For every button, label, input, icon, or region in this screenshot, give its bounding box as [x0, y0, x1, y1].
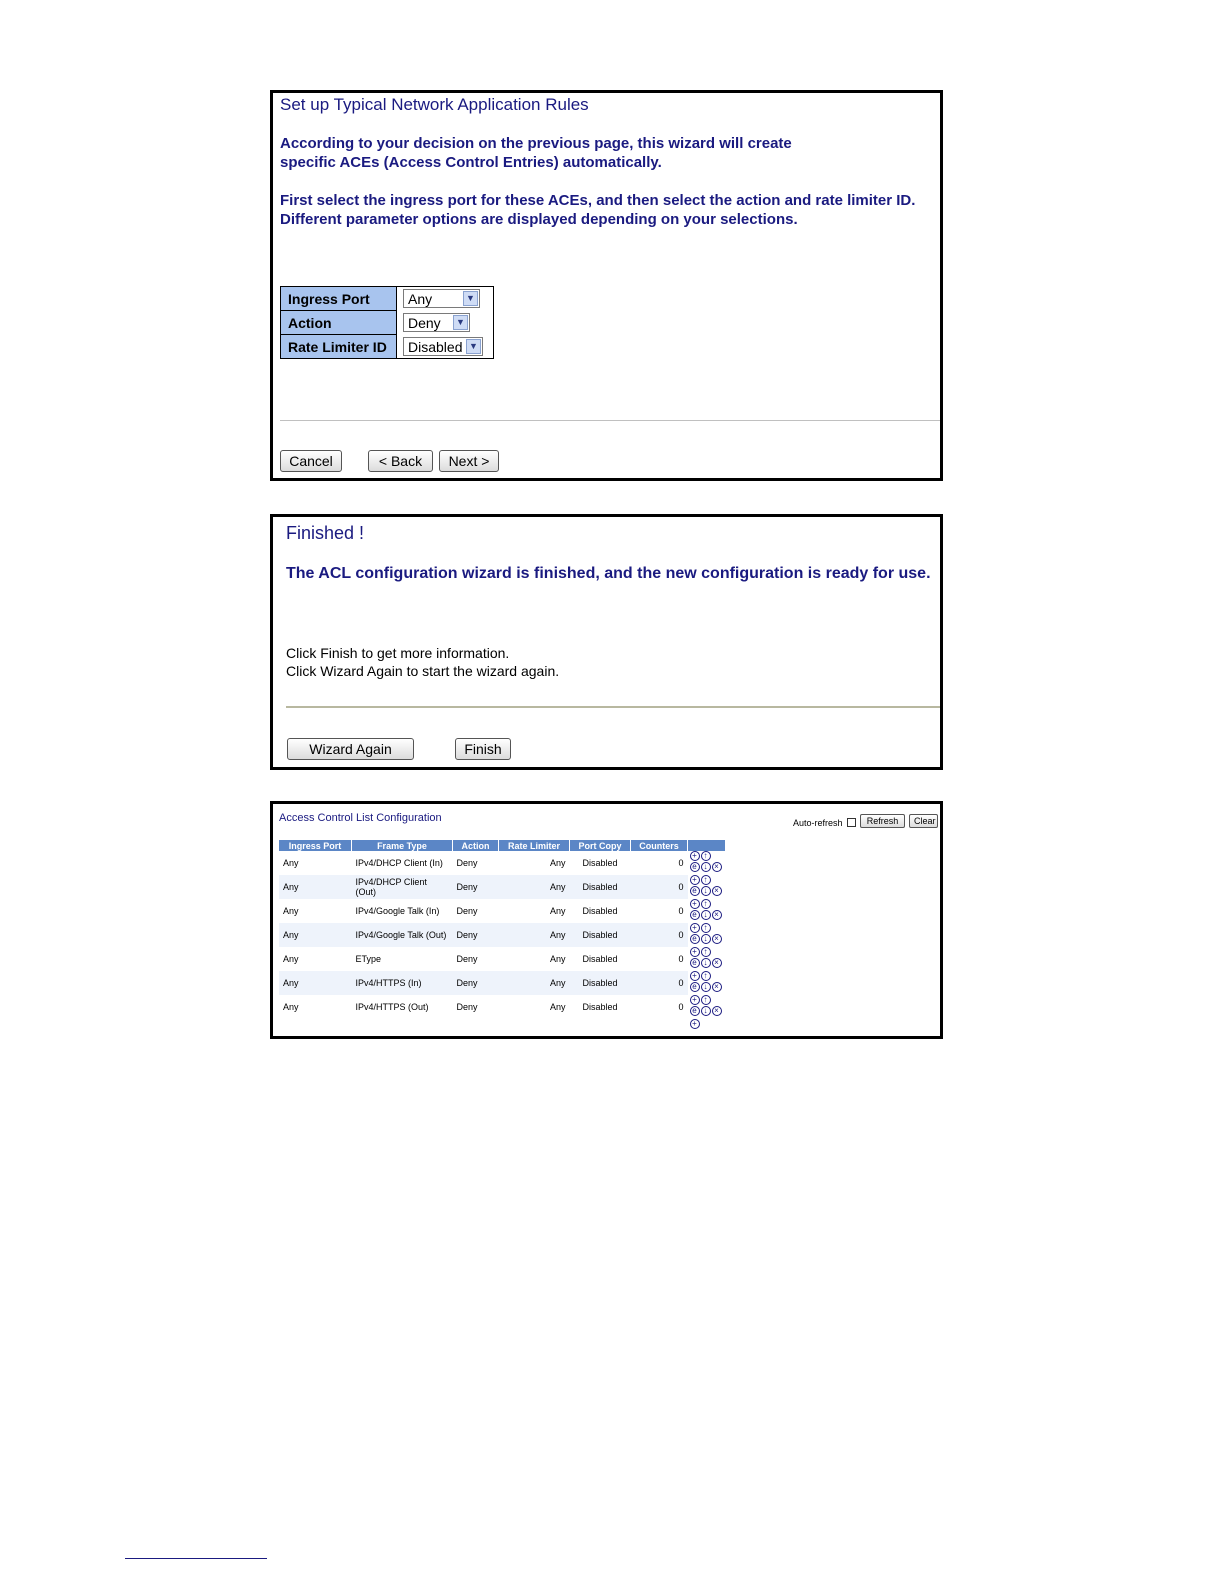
wizard-instructions-line2: Different parameter options are displayed depending on your selections.	[280, 211, 798, 228]
col-frame-type: Frame Type	[352, 840, 453, 851]
move-down-icon[interactable]: ↓	[701, 1006, 711, 1016]
cell-action: Deny	[456, 858, 478, 868]
ingress-port-value: Any	[408, 291, 433, 308]
footnote-rule	[125, 1558, 267, 1559]
cell-port-copy: Disabled	[582, 858, 618, 868]
wizard-title: Set up Typical Network Application Rules	[280, 95, 589, 114]
col-action: Action	[453, 840, 499, 851]
cell-ingress-port: Any	[283, 858, 299, 868]
action-label: Action	[281, 311, 397, 335]
finish-button[interactable]: Finish	[455, 738, 511, 760]
wizard-instructions	[280, 191, 915, 229]
action-select[interactable]	[403, 313, 470, 332]
cell-rate-limiter: Any	[499, 923, 570, 947]
back-button[interactable]: < Back	[368, 450, 433, 472]
edit-icon[interactable]: e	[690, 958, 700, 968]
move-down-icon[interactable]: ↓	[701, 886, 711, 896]
move-down-icon[interactable]: ↓	[701, 958, 711, 968]
delete-icon[interactable]: ×	[712, 886, 722, 896]
move-up-icon[interactable]: ↑	[701, 971, 711, 981]
edit-icon[interactable]: e	[690, 1006, 700, 1016]
delete-icon[interactable]: ×	[712, 1006, 722, 1016]
cell-port-copy: Disabled	[582, 906, 618, 916]
wizard-again-info-line: Click Wizard Again to start the wizard again.	[286, 663, 560, 679]
delete-icon[interactable]: ×	[712, 862, 722, 872]
table-row	[279, 875, 726, 899]
col-counters: Counters	[631, 840, 688, 851]
cell-rate-limiter: Any	[549, 906, 566, 916]
row-actions	[690, 971, 726, 995]
insert-icon[interactable]: +	[690, 851, 700, 861]
cell-action: Deny	[453, 971, 499, 995]
cell-counters: 0	[631, 923, 688, 947]
wizard-panel	[270, 90, 943, 481]
cell-ingress-port: Any	[283, 1002, 299, 1012]
move-up-icon[interactable]: ↑	[701, 995, 711, 1005]
edit-icon[interactable]: e	[690, 862, 700, 872]
cell-frame-type: IPv4/Google Talk (In)	[355, 906, 440, 916]
wizard-intro-line2: specific ACEs (Access Control Entries) automatically.	[280, 154, 662, 171]
cell-frame-type: IPv4/DHCP Client (In)	[355, 858, 443, 868]
cancel-button[interactable]: Cancel	[280, 450, 342, 472]
wizard-intro-line1: According to your decision on the previous page, this wizard will create	[280, 135, 792, 152]
cell-counters: 0	[678, 1002, 684, 1012]
cell-action: Deny	[456, 906, 478, 916]
col-actions	[688, 840, 726, 851]
col-rate-limiter: Rate Limiter	[499, 840, 570, 851]
wizard-intro	[280, 134, 792, 172]
table-row	[279, 851, 726, 875]
cell-rate-limiter: Any	[549, 858, 566, 868]
cell-rate-limiter: Any	[499, 875, 570, 899]
cell-port-copy: Disabled	[570, 971, 631, 995]
cell-port-copy: Disabled	[570, 875, 631, 899]
wizard-form	[280, 286, 494, 359]
delete-icon[interactable]: ×	[712, 934, 722, 944]
cell-rate-limiter: Any	[549, 1002, 566, 1012]
auto-refresh-checkbox[interactable]	[847, 818, 856, 827]
cell-ingress-port: Any	[283, 906, 299, 916]
rate-limiter-label: Rate Limiter ID	[281, 335, 397, 359]
row-actions	[690, 899, 726, 923]
table-row	[279, 971, 726, 995]
edit-icon[interactable]: e	[690, 910, 700, 920]
cell-action: Deny	[456, 1002, 478, 1012]
acl-title: Access Control List Configuration	[279, 812, 442, 824]
move-up-icon[interactable]: ↑	[701, 923, 711, 933]
delete-icon[interactable]: ×	[712, 910, 722, 920]
ingress-port-select[interactable]	[403, 289, 480, 308]
cell-port-copy: Disabled	[582, 954, 618, 964]
insert-icon[interactable]: +	[690, 971, 700, 981]
move-down-icon[interactable]: ↓	[701, 934, 711, 944]
cell-ingress-port: Any	[279, 875, 352, 899]
move-up-icon[interactable]: ↑	[701, 851, 711, 861]
edit-icon[interactable]: e	[690, 886, 700, 896]
clear-button[interactable]: Clear	[909, 814, 938, 828]
cell-counters: 0	[678, 906, 684, 916]
divider	[286, 706, 940, 708]
chevron-down-icon: ▼	[463, 291, 478, 306]
table-row	[279, 995, 726, 1019]
insert-icon[interactable]: +	[690, 899, 700, 909]
cell-counters: 0	[678, 858, 684, 868]
insert-icon[interactable]: +	[690, 875, 700, 885]
cell-ingress-port: Any	[283, 954, 299, 964]
move-down-icon[interactable]: ↓	[701, 982, 711, 992]
add-icon[interactable]: +	[690, 1019, 700, 1029]
divider	[280, 420, 940, 421]
edit-icon[interactable]: e	[690, 982, 700, 992]
rate-limiter-select[interactable]	[403, 337, 483, 356]
move-down-icon[interactable]: ↓	[701, 862, 711, 872]
cell-counters: 0	[631, 971, 688, 995]
add-row	[279, 1019, 726, 1031]
finished-title: Finished !	[286, 523, 365, 543]
edit-icon[interactable]: e	[690, 934, 700, 944]
col-ingress-port: Ingress Port	[279, 840, 352, 851]
table-row	[279, 923, 726, 947]
row-actions	[690, 875, 726, 899]
move-up-icon[interactable]: ↑	[701, 875, 711, 885]
cell-frame-type: IPv4/HTTPS (In)	[352, 971, 453, 995]
insert-icon[interactable]: +	[690, 947, 700, 957]
row-actions	[690, 923, 726, 947]
refresh-button[interactable]: Refresh	[860, 814, 905, 828]
insert-icon[interactable]: +	[690, 923, 700, 933]
action-value: Deny	[408, 315, 441, 331]
cell-port-copy: Disabled	[570, 923, 631, 947]
cell-ingress-port: Any	[279, 971, 352, 995]
move-up-icon[interactable]: ↑	[701, 947, 711, 957]
cell-action: Deny	[456, 954, 478, 964]
chevron-down-icon: ▼	[466, 339, 481, 354]
rate-limiter-value: Disabled	[408, 338, 463, 355]
delete-icon[interactable]: ×	[712, 982, 722, 992]
cell-port-copy: Disabled	[582, 1002, 618, 1012]
insert-icon[interactable]: +	[690, 995, 700, 1005]
row-actions	[690, 851, 726, 875]
acl-header-row	[279, 840, 726, 851]
cell-counters: 0	[631, 875, 688, 899]
delete-icon[interactable]: ×	[712, 958, 722, 968]
row-actions	[690, 947, 726, 971]
cell-action: Deny	[453, 923, 499, 947]
finished-panel	[270, 514, 943, 770]
cell-ingress-port: Any	[279, 923, 352, 947]
cell-rate-limiter: Any	[499, 971, 570, 995]
ingress-port-label: Ingress Port	[281, 287, 397, 311]
acl-panel	[270, 801, 943, 1039]
finish-info-line: Click Finish to get more information.	[286, 645, 510, 661]
move-up-icon[interactable]: ↑	[701, 899, 711, 909]
next-button[interactable]: Next >	[439, 450, 499, 472]
cell-action: Deny	[453, 875, 499, 899]
col-port-copy: Port Copy	[570, 840, 631, 851]
wizard-instructions-line1: First select the ingress port for these ACEs, and then select the action and rate limiter ID.	[280, 192, 916, 209]
cell-frame-type: IPv4/HTTPS (Out)	[355, 1002, 429, 1012]
table-row	[279, 947, 726, 971]
auto-refresh-label: Auto-refresh	[793, 818, 843, 828]
cell-frame-type: IPv4/Google Talk (Out)	[352, 923, 453, 947]
acl-table	[279, 840, 726, 1031]
chevron-down-icon: ▼	[453, 315, 468, 330]
cell-counters: 0	[678, 954, 684, 964]
row-actions	[690, 995, 726, 1019]
cell-rate-limiter: Any	[549, 954, 566, 964]
cell-frame-type: EType	[355, 954, 382, 964]
table-row	[279, 899, 726, 923]
cell-frame-type: IPv4/DHCP Client (Out)	[352, 875, 453, 899]
wizard-again-button[interactable]: Wizard Again	[287, 738, 414, 760]
finished-message: The ACL configuration wizard is finished, and the new configuration is ready for use.	[286, 565, 931, 582]
move-down-icon[interactable]: ↓	[701, 910, 711, 920]
